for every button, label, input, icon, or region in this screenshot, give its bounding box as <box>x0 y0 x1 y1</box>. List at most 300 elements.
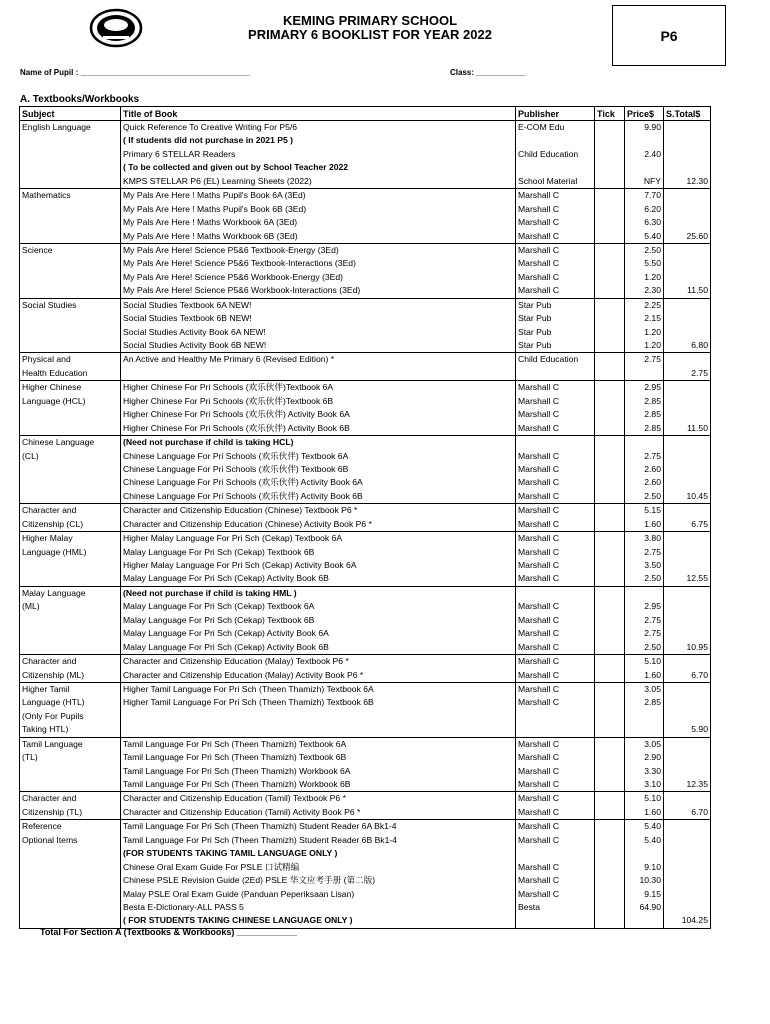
class-field[interactable]: Class: ___________ <box>450 68 526 77</box>
tick-cell[interactable] <box>595 148 625 161</box>
price-cell: 2.60 <box>625 463 664 476</box>
subtotal-cell <box>664 203 711 216</box>
subtotal-cell: 12.35 <box>664 778 711 792</box>
table-row <box>20 641 711 655</box>
publisher-cell: Star Pub <box>516 298 595 312</box>
book-title-cell: Chinese Language For Pri Schools (欢乐伙伴) Textbook 6B <box>121 463 516 476</box>
price-cell: 5.50 <box>625 257 664 270</box>
book-title-cell: Character and Citizenship Education (Chinese) Activity Book P6 * <box>121 518 516 532</box>
price-cell: 1.20 <box>625 339 664 353</box>
publisher-cell: Marshall C <box>516 476 595 489</box>
book-title-cell: My Pals Are Here! Science P5&6 Textbook-Energy (3Ed) <box>121 243 516 257</box>
book-title-cell: My Pals Are Here! Science P5&6 Textbook-Interactions (3Ed) <box>121 257 516 270</box>
tick-cell[interactable] <box>595 312 625 325</box>
publisher-cell: Marshall C <box>516 834 595 847</box>
publisher-cell: Marshall C <box>516 737 595 751</box>
tick-cell[interactable] <box>595 806 625 820</box>
table-row <box>20 806 711 820</box>
table-row <box>20 600 711 613</box>
school-name: KEMING PRIMARY SCHOOL <box>282 13 458 28</box>
subject-cell: (CL) <box>20 450 121 463</box>
price-cell <box>625 847 664 860</box>
table-row <box>20 847 711 860</box>
price-cell <box>625 710 664 723</box>
publisher-cell: Marshall C <box>516 422 595 436</box>
book-title-cell: My Pals Are Here! Science P5&6 Workbook-Energy (3Ed) <box>121 271 516 284</box>
publisher-cell: Marshall C <box>516 189 595 203</box>
tick-cell[interactable] <box>595 175 625 189</box>
book-title-cell: My Pals Are Here ! Maths Pupil's Book 6B (3Ed) <box>121 203 516 216</box>
book-title-cell: Malay Language For Pri Sch (Cekap) Textbook 6A <box>121 600 516 613</box>
subject-cell: (ML) <box>20 600 121 613</box>
table-row <box>20 450 711 463</box>
price-cell: 7.70 <box>625 189 664 203</box>
publisher-cell: Marshall C <box>516 861 595 874</box>
book-title-cell: Chinese Language For Pri Schools (欢乐伙伴) Textbook 6A <box>121 450 516 463</box>
tick-cell[interactable] <box>595 463 625 476</box>
table-row <box>20 408 711 421</box>
price-cell: 2.25 <box>625 298 664 312</box>
subject-cell <box>20 874 121 887</box>
tick-cell[interactable] <box>595 367 625 381</box>
subject-cell <box>20 161 121 174</box>
book-title-cell: Tamil Language For Pri Sch (Theen Thamizh) Textbook 6A <box>121 737 516 751</box>
table-row <box>20 532 711 546</box>
publisher-cell <box>516 367 595 381</box>
subject-cell: Science <box>20 243 121 257</box>
publisher-cell: Star Pub <box>516 312 595 325</box>
table-row <box>20 874 711 887</box>
tick-cell[interactable] <box>595 901 625 914</box>
tick-cell[interactable] <box>595 395 625 408</box>
subject-cell: Health Education <box>20 367 121 381</box>
subtotal-cell <box>664 792 711 806</box>
subject-cell <box>20 216 121 229</box>
tick-cell[interactable] <box>595 134 625 147</box>
tick-cell[interactable] <box>595 914 625 928</box>
table-row <box>20 861 711 874</box>
tick-cell[interactable] <box>595 847 625 860</box>
subject-cell <box>20 888 121 901</box>
tick-cell[interactable] <box>595 271 625 284</box>
table-row <box>20 298 711 312</box>
price-cell: 3.50 <box>625 559 664 572</box>
tick-cell[interactable] <box>595 436 625 450</box>
subtotal-cell <box>664 353 711 367</box>
price-cell <box>625 586 664 600</box>
publisher-cell: Star Pub <box>516 326 595 339</box>
tick-cell[interactable] <box>595 572 625 586</box>
subtotal-cell: 10.95 <box>664 641 711 655</box>
book-title-cell: Malay Language For Pri Sch (Cekap) Textbook 6B <box>121 546 516 559</box>
publisher-cell: Marshall C <box>516 669 595 683</box>
publisher-cell: Marshall C <box>516 381 595 395</box>
table-row <box>20 792 711 806</box>
tick-cell[interactable] <box>595 504 625 518</box>
subtotal-cell: 6.70 <box>664 806 711 820</box>
subtotal-cell <box>664 216 711 229</box>
price-cell <box>625 436 664 450</box>
subtotal-cell <box>664 450 711 463</box>
subtotal-cell: 12.55 <box>664 572 711 586</box>
subtotal-cell <box>664 888 711 901</box>
tick-cell[interactable] <box>595 559 625 572</box>
subject-cell: Language (HCL) <box>20 395 121 408</box>
subtotal-cell <box>664 682 711 696</box>
publisher-cell: Marshall C <box>516 408 595 421</box>
book-title-cell: Chinese Language For Pri Schools (欢乐伙伴) Activity Book 6B <box>121 490 516 504</box>
publisher-cell: Marshall C <box>516 572 595 586</box>
price-cell: 2.85 <box>625 408 664 421</box>
table-row <box>20 586 711 600</box>
book-title-cell: (FOR STUDENTS TAKING TAMIL LANGUAGE ONLY ) <box>121 847 516 860</box>
book-title-cell: Chinese PSLE Revision Guide (2Ed) PSLE 华文应考手册 (第二版) <box>121 874 516 887</box>
table-row <box>20 669 711 683</box>
publisher-cell: Marshall C <box>516 888 595 901</box>
publisher-cell: Marshall C <box>516 627 595 640</box>
subtotal-cell <box>664 436 711 450</box>
publisher-cell: School Material <box>516 175 595 189</box>
subtotal-cell <box>664 381 711 395</box>
subtotal-cell <box>664 408 711 421</box>
tick-cell[interactable] <box>595 792 625 806</box>
subject-cell <box>20 312 121 325</box>
book-title-cell: Character and Citizenship Education (Chinese) Textbook P6 * <box>121 504 516 518</box>
table-row <box>20 381 711 395</box>
publisher-cell: Marshall C <box>516 614 595 627</box>
subject-cell: Character and <box>20 504 121 518</box>
book-title-cell: Social Studies Textbook 6A NEW! <box>121 298 516 312</box>
book-title-cell: Tamil Language For Pri Sch (Theen Thamizh) Student Reader 6B Bk1-4 <box>121 834 516 847</box>
tick-cell[interactable] <box>595 669 625 683</box>
table-row <box>20 243 711 257</box>
tick-cell[interactable] <box>595 121 625 135</box>
subject-cell <box>20 339 121 353</box>
subject-cell: Higher Chinese <box>20 381 121 395</box>
tick-cell[interactable] <box>595 450 625 463</box>
subtotal-cell <box>664 189 711 203</box>
tick-cell[interactable] <box>595 778 625 792</box>
subtotal-cell <box>664 614 711 627</box>
table-row <box>20 203 711 216</box>
subtotal-cell <box>664 546 711 559</box>
subject-cell: Higher Tamil <box>20 682 121 696</box>
price-cell: NFY <box>625 175 664 189</box>
tick-cell[interactable] <box>595 710 625 723</box>
price-cell: 3.80 <box>625 532 664 546</box>
tick-cell[interactable] <box>595 627 625 640</box>
price-cell: 2.85 <box>625 696 664 709</box>
publisher-cell: Marshall C <box>516 874 595 887</box>
subject-cell: Language (HTL) <box>20 696 121 709</box>
publisher-cell <box>516 723 595 737</box>
subject-cell <box>20 271 121 284</box>
subtotal-cell <box>664 586 711 600</box>
subtotal-cell: 6.70 <box>664 669 711 683</box>
price-cell: 2.85 <box>625 422 664 436</box>
publisher-cell: Marshall C <box>516 230 595 244</box>
subtotal-cell <box>664 696 711 709</box>
book-title-cell: Besta E-Dictionary-ALL PASS 5 <box>121 901 516 914</box>
price-cell: 2.75 <box>625 546 664 559</box>
subject-cell <box>20 765 121 778</box>
book-title-cell: Malay Language For Pri Sch (Cekap) Activity Book 6B <box>121 641 516 655</box>
price-cell: 2.75 <box>625 614 664 627</box>
publisher-cell: Marshall C <box>516 284 595 298</box>
subject-cell <box>20 490 121 504</box>
subtotal-cell <box>664 901 711 914</box>
subtotal-cell <box>664 532 711 546</box>
subtotal-cell: 25.60 <box>664 230 711 244</box>
tick-cell[interactable] <box>595 600 625 613</box>
book-title-cell: Higher Malay Language For Pri Sch (Cekap) Textbook 6A <box>121 532 516 546</box>
subject-cell <box>20 476 121 489</box>
price-cell <box>625 134 664 147</box>
price-cell: 5.40 <box>625 230 664 244</box>
book-title-cell: Social Studies Activity Book 6B NEW! <box>121 339 516 353</box>
book-title-cell: Malay Language For Pri Sch (Cekap) Textbook 6B <box>121 614 516 627</box>
subtotal-cell <box>664 395 711 408</box>
tick-cell[interactable] <box>595 874 625 887</box>
subtotal-cell <box>664 600 711 613</box>
tick-cell[interactable] <box>595 655 625 669</box>
subtotal-cell: 5.90 <box>664 723 711 737</box>
book-title-cell: Tamil Language For Pri Sch (Theen Thamizh) Workbook 6B <box>121 778 516 792</box>
publisher-cell: Marshall C <box>516 792 595 806</box>
subject-cell <box>20 572 121 586</box>
price-cell: 2.90 <box>625 751 664 764</box>
book-title-cell: Tamil Language For Pri Sch (Theen Thamizh) Student Reader 6A Bk1-4 <box>121 820 516 834</box>
table-row <box>20 888 711 901</box>
tick-cell[interactable] <box>595 641 625 655</box>
publisher-cell: Marshall C <box>516 395 595 408</box>
subtotal-cell: 12.30 <box>664 175 711 189</box>
section-heading: A. Textbooks/Workbooks <box>20 94 140 105</box>
tick-cell[interactable] <box>595 834 625 847</box>
table-row <box>20 901 711 914</box>
price-cell <box>625 367 664 381</box>
subtotal-cell <box>664 861 711 874</box>
tick-cell[interactable] <box>595 696 625 709</box>
subtotal-cell <box>664 751 711 764</box>
table-row <box>20 572 711 586</box>
tick-cell[interactable] <box>595 546 625 559</box>
page-title <box>200 14 540 42</box>
tick-cell[interactable] <box>595 518 625 532</box>
subject-cell: Mathematics <box>20 189 121 203</box>
tick-cell[interactable] <box>595 723 625 737</box>
subtotal-cell <box>664 847 711 860</box>
tick-cell[interactable] <box>595 765 625 778</box>
publisher-cell: Marshall C <box>516 257 595 270</box>
publisher-cell: Marshall C <box>516 518 595 532</box>
book-title-cell: Character and Citizenship Education (Tamil) Textbook P6 * <box>121 792 516 806</box>
publisher-cell: Marshall C <box>516 271 595 284</box>
book-title-cell <box>121 367 516 381</box>
price-cell: 1.60 <box>625 518 664 532</box>
price-cell: 3.30 <box>625 765 664 778</box>
subtotal-cell <box>664 710 711 723</box>
publisher-cell: Marshall C <box>516 203 595 216</box>
publisher-cell: Besta <box>516 901 595 914</box>
book-title-cell: Character and Citizenship Education (Tamil) Activity Book P6 * <box>121 806 516 820</box>
publisher-cell: Child Education <box>516 353 595 367</box>
table-row <box>20 614 711 627</box>
tick-cell[interactable] <box>595 751 625 764</box>
book-title-cell: Social Studies Activity Book 6A NEW! <box>121 326 516 339</box>
price-cell: 5.40 <box>625 820 664 834</box>
subject-cell: Tamil Language <box>20 737 121 751</box>
publisher-cell <box>516 134 595 147</box>
publisher-cell: E-COM Edu <box>516 121 595 135</box>
price-cell: 9.90 <box>625 121 664 135</box>
price-cell: 5.40 <box>625 834 664 847</box>
publisher-cell <box>516 847 595 860</box>
table-row <box>20 395 711 408</box>
subtotal-cell <box>664 257 711 270</box>
price-cell: 5.10 <box>625 655 664 669</box>
subtotal-cell <box>664 655 711 669</box>
subtotal-cell: 11.50 <box>664 422 711 436</box>
subtotal-cell <box>664 737 711 751</box>
publisher-cell: Marshall C <box>516 682 595 696</box>
pupil-name-field[interactable]: Name of Pupil : ______________________________________ <box>20 68 250 77</box>
table-row <box>20 504 711 518</box>
price-cell <box>625 914 664 928</box>
tick-cell[interactable] <box>595 737 625 751</box>
book-title-cell: Chinese Oral Exam Guide For PSLE 口试精编 <box>121 861 516 874</box>
tick-cell[interactable] <box>595 339 625 353</box>
subtotal-cell <box>664 834 711 847</box>
table-row <box>20 367 711 381</box>
book-title-cell: ( FOR STUDENTS TAKING CHINESE LANGUAGE ONLY ) <box>121 914 516 928</box>
price-cell: 5.15 <box>625 504 664 518</box>
table-row <box>20 490 711 504</box>
tick-cell[interactable] <box>595 682 625 696</box>
publisher-cell <box>516 710 595 723</box>
subtotal-cell: 104.25 <box>664 914 711 928</box>
subtotal-cell <box>664 298 711 312</box>
publisher-cell <box>516 161 595 174</box>
book-title-cell: Higher Chinese For Pri Schools (欢乐伙伴) Activity Book 6A <box>121 408 516 421</box>
subtotal-cell <box>664 148 711 161</box>
subtotal-cell <box>664 559 711 572</box>
price-cell: 2.95 <box>625 600 664 613</box>
book-title-cell: Higher Chinese For Pri Schools (欢乐伙伴)Textbook 6A <box>121 381 516 395</box>
tick-cell[interactable] <box>595 490 625 504</box>
table-row <box>20 751 711 764</box>
price-cell: 1.60 <box>625 669 664 683</box>
table-row <box>20 134 711 147</box>
subtotal-cell <box>664 271 711 284</box>
publisher-cell: Marshall C <box>516 559 595 572</box>
book-title-cell: Higher Malay Language For Pri Sch (Cekap) Activity Book 6A <box>121 559 516 572</box>
book-title-cell: ( To be collected and given out by School Teacher 2022 <box>121 161 516 174</box>
subject-cell <box>20 778 121 792</box>
publisher-cell: Star Pub <box>516 339 595 353</box>
tick-cell[interactable] <box>595 257 625 270</box>
section-a-total: Total For Section A (Textbooks & Workbooks) ____________ <box>40 927 297 937</box>
price-cell: 6.30 <box>625 216 664 229</box>
publisher-cell: Marshall C <box>516 600 595 613</box>
table-row <box>20 627 711 640</box>
tick-cell[interactable] <box>595 586 625 600</box>
tick-cell[interactable] <box>595 888 625 901</box>
tick-cell[interactable] <box>595 216 625 229</box>
subtotal-cell <box>664 326 711 339</box>
book-title-cell: Malay PSLE Oral Exam Guide (Panduan Peperiksaan Lisan) <box>121 888 516 901</box>
table-row <box>20 121 711 135</box>
subject-cell: Reference <box>20 820 121 834</box>
subject-cell <box>20 408 121 421</box>
publisher-cell: Marshall C <box>516 806 595 820</box>
table-row <box>20 216 711 229</box>
subtotal-cell: 11.50 <box>664 284 711 298</box>
tick-cell[interactable] <box>595 820 625 834</box>
subtotal-cell <box>664 243 711 257</box>
publisher-cell: Marshall C <box>516 751 595 764</box>
price-cell <box>625 723 664 737</box>
price-cell: 1.20 <box>625 271 664 284</box>
subject-cell: Higher Malay <box>20 532 121 546</box>
book-title-cell: ( If students did not purchase in 2021 P5 ) <box>121 134 516 147</box>
table-row <box>20 326 711 339</box>
tick-cell[interactable] <box>595 408 625 421</box>
subtotal-cell: 6.80 <box>664 339 711 353</box>
tick-cell[interactable] <box>595 861 625 874</box>
price-cell: 9.15 <box>625 888 664 901</box>
price-cell: 2.50 <box>625 490 664 504</box>
book-title-cell: Malay Language For Pri Sch (Cekap) Activity Book 6B <box>121 572 516 586</box>
subject-cell <box>20 627 121 640</box>
school-crest-logo <box>89 8 143 48</box>
tick-cell[interactable] <box>595 353 625 367</box>
table-row <box>20 778 711 792</box>
book-title-cell: Higher Tamil Language For Pri Sch (Theen Thamizh) Textbook 6B <box>121 696 516 709</box>
tick-cell[interactable] <box>595 532 625 546</box>
tick-cell[interactable] <box>595 326 625 339</box>
book-title-cell: My Pals Are Here! Science P5&6 Workbook-Interactions (3Ed) <box>121 284 516 298</box>
table-row <box>20 682 711 696</box>
publisher-cell: Marshall C <box>516 463 595 476</box>
tick-cell[interactable] <box>595 422 625 436</box>
book-title-cell: My Pals Are Here ! Maths Workbook 6B (3Ed) <box>121 230 516 244</box>
subject-cell <box>20 559 121 572</box>
tick-cell[interactable] <box>595 161 625 174</box>
table-row <box>20 271 711 284</box>
book-title-cell: KMPS STELLAR P6 (EL) Learning Sheets (2022) <box>121 175 516 189</box>
tick-cell[interactable] <box>595 203 625 216</box>
tick-cell[interactable] <box>595 381 625 395</box>
tick-cell[interactable] <box>595 189 625 203</box>
tick-cell[interactable] <box>595 230 625 244</box>
book-title-cell: Malay Language For Pri Sch (Cekap) Activity Book 6A <box>121 627 516 640</box>
subtotal-cell <box>664 476 711 489</box>
subject-cell <box>20 463 121 476</box>
tick-cell[interactable] <box>595 476 625 489</box>
tick-cell[interactable] <box>595 298 625 312</box>
subtotal-cell <box>664 820 711 834</box>
table-header-row <box>20 107 711 121</box>
table-row <box>20 655 711 669</box>
tick-cell[interactable] <box>595 243 625 257</box>
tick-cell[interactable] <box>595 284 625 298</box>
tick-cell[interactable] <box>595 614 625 627</box>
book-title-cell: Tamil Language For Pri Sch (Theen Thamizh) Workbook 6A <box>121 765 516 778</box>
subtotal-cell <box>664 161 711 174</box>
book-title-cell <box>121 723 516 737</box>
price-cell: 2.40 <box>625 148 664 161</box>
